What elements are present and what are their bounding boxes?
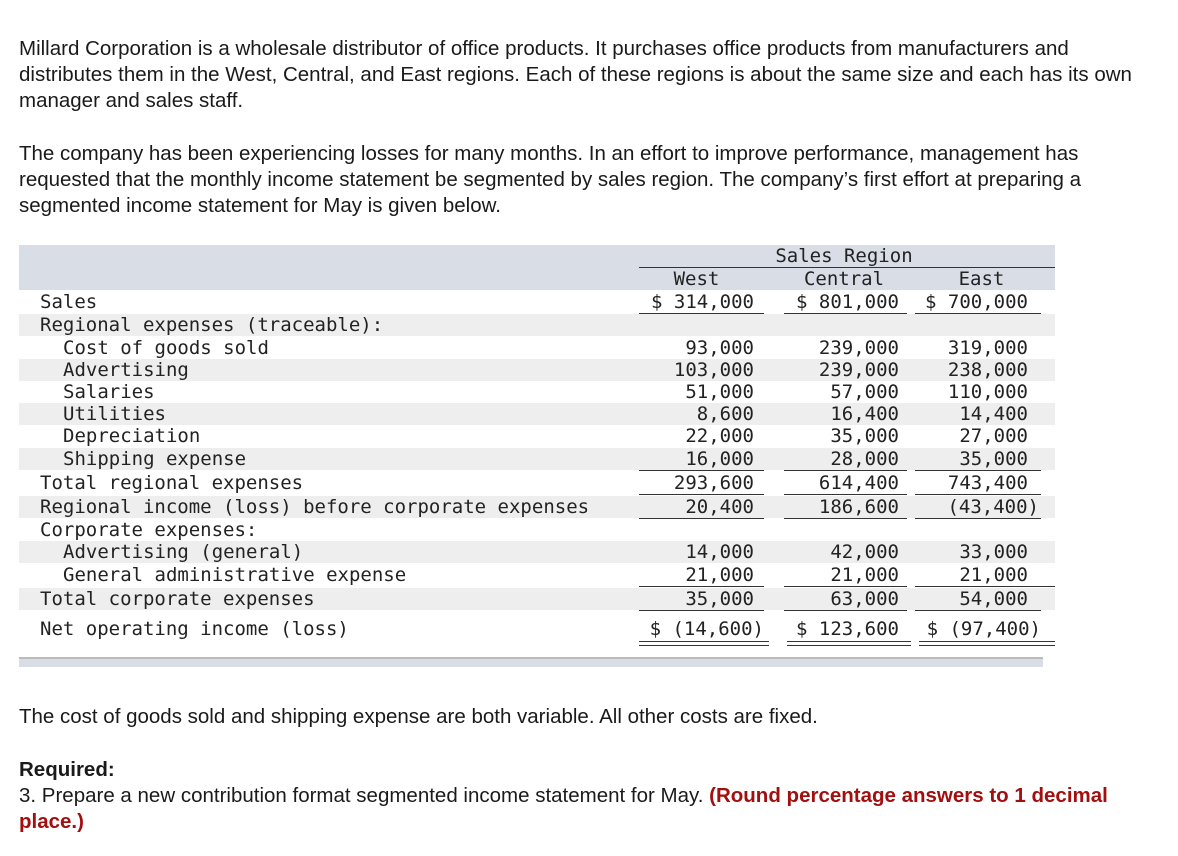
row-corporate-expenses-heading: Corporate expenses: bbox=[40, 519, 258, 541]
row-net-operating-income: Net operating income (loss) $ (14,600) $ 123,600 $ (97,400) bbox=[40, 618, 1041, 640]
rounding-instruction: (Round percentage answers to 1 decimal place.) bbox=[19, 784, 1108, 833]
row-sales: Sales $ 314,000 $ 801,000 $ 700,000 bbox=[40, 291, 1028, 313]
east-header: East bbox=[958, 268, 1005, 290]
intro-paragraph-2: The company has been experiencing losses for many months. In an effort to improve performance, management has requested that the monthly income statement be segmented by sales region. The company’s first effort at preparing a segmented income statement for May is given below. bbox=[19, 142, 1082, 217]
row-advertising-general: Advertising (general) 14,000 42,000 33,000 bbox=[19, 541, 1055, 563]
row-total-corporate-expenses: Total corporate expenses 35,000 63,000 54,000 bbox=[19, 588, 1055, 610]
row-depreciation: Depreciation 22,000 35,000 27,000 bbox=[63, 425, 1028, 447]
row-regional-expenses-heading: Regional expenses (traceable): bbox=[19, 314, 1055, 336]
row-total-regional-expenses: Total regional expenses 293,600 614,400 743,400 bbox=[40, 472, 1028, 494]
row-general-administrative: General administrative expense 21,000 21,000 21,000 bbox=[63, 564, 1028, 586]
segmented-income-statement bbox=[19, 245, 1055, 645]
row-regional-income: Regional income (loss) before corporate expenses 20,400 186,600 (43,400) bbox=[19, 496, 1055, 518]
required-label: Required: bbox=[19, 758, 115, 781]
required-question: 3. Prepare a new contribution format segmented income statement for May. bbox=[19, 784, 710, 807]
central-header: Central bbox=[803, 268, 885, 290]
row-salaries: Salaries 51,000 57,000 110,000 bbox=[63, 381, 1028, 403]
sales-region-header: Sales Region bbox=[775, 245, 913, 267]
required-section bbox=[19, 757, 1139, 835]
cost-behavior-note: The cost of goods sold and shipping expense are both variable. All other costs are fixed. bbox=[19, 705, 818, 728]
intro-paragraph-1: Millard Corporation is a wholesale distributor of office products. It purchases office products from manufacturers and distributes them in the West, Central, and East regions. Each of these regions is about the same size and each has its own manager and sales staff. bbox=[19, 37, 1132, 112]
row-cost-of-goods-sold: Cost of goods sold 93,000 239,000 319,000 bbox=[63, 337, 1028, 359]
table-bottom-bar bbox=[19, 657, 1043, 667]
west-header: West bbox=[673, 268, 720, 290]
row-shipping-expense: Shipping expense 16,000 28,000 35,000 bbox=[19, 448, 1055, 470]
row-utilities: Utilities 8,600 16,400 14,400 bbox=[19, 403, 1055, 425]
row-advertising: Advertising 103,000 239,000 238,000 bbox=[19, 359, 1055, 381]
